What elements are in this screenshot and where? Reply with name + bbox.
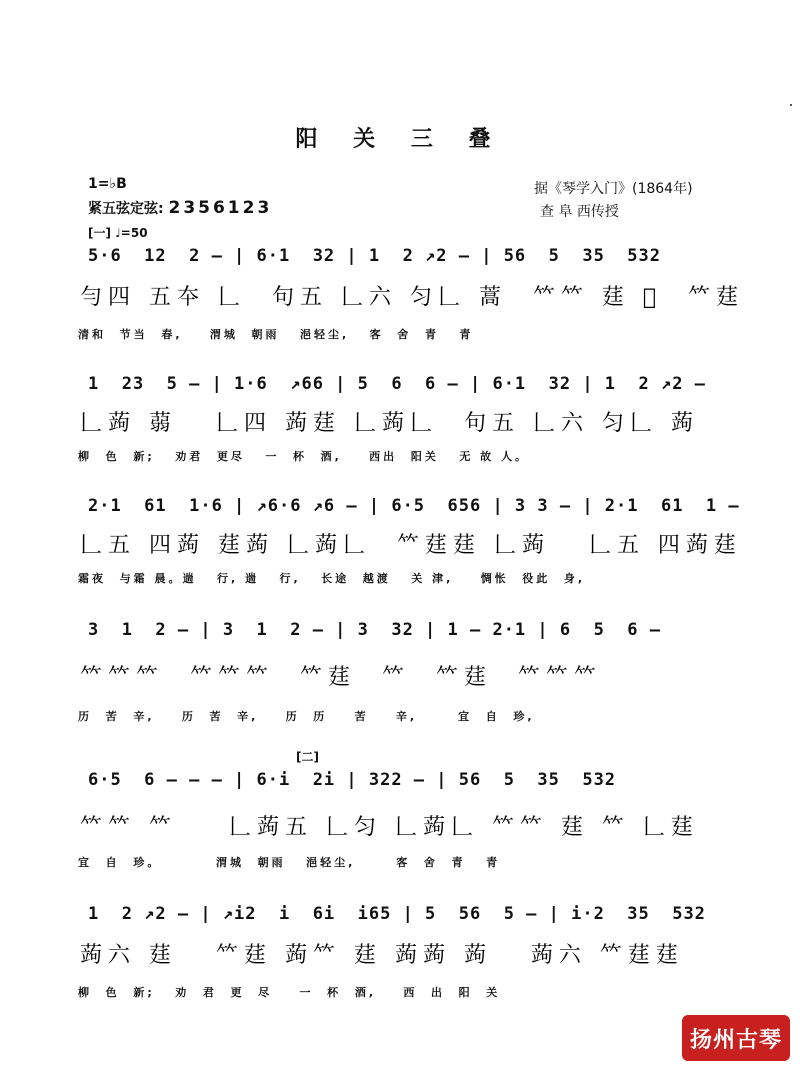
tuning-label: 紧五弦定弦:	[88, 201, 164, 217]
jianzi-tablature: 𥫗𥫗𥫗 𥫗𥫗𥫗 𥫗莛 𥫗 𥫗莛 𥫗𥫗𥫗	[80, 665, 602, 690]
jianpu-notes: 1 2 ↗2 — | ↗i2 i 6i i65 | 5 56 5 — | i·2 35 532	[88, 904, 706, 924]
jianpu-notes: 3 1 2 — | 3 1 2 — | 3 32 | 1 — 2·1 | 6 5 6 —	[88, 620, 661, 640]
lyrics: 宜 自 珍。 渭城 朝雨 浥轻尘, 客 舍 青 青	[78, 856, 501, 869]
jianpu-notes: 5·6 12 2 — | 6·1 32 | 1 2 ↗2 — | 56 5 35 532	[88, 246, 661, 266]
transcriber-note: 查 阜 西传授	[540, 204, 619, 220]
section-1-label: [一] ♩=50	[88, 226, 148, 240]
source-note: 据《琴学入门》(1864年)	[534, 181, 693, 197]
lyrics: 柳 色 新; 劝 君 更 尽 一 杯 酒, 西 出 阳 关	[78, 986, 501, 999]
scan-mark	[790, 104, 792, 106]
jianzi-tablature: 𠃊蒟 蒻 𠃊四 蒟莛 𠃊蒟𠃊 句五 𠃊六 匀𠃊 蒟	[80, 411, 699, 436]
section-2-label: [二]	[296, 750, 319, 764]
tuning-notes: 2356123	[168, 198, 273, 218]
lyrics: 霜夜 与霜 晨。遄 行, 遄 行, 长途 越渡 关 津, 惆怅 役此 身,	[78, 572, 586, 585]
tuning-line	[88, 198, 272, 218]
page-title: 阳 关 三 叠	[295, 127, 505, 152]
jianzi-tablature: 𠃊五 四蒟 莛蒟 𠃊蒟𠃊 𥫗莛莛 𠃊蒟 𠃊五 四蒟莛	[80, 533, 742, 558]
watermark-logo: 扬州古琴	[682, 1015, 790, 1061]
jianpu-notes: 1 23 5 — | 1·6 ↗66 | 5 6 6 — | 6·1 32 | 1 2 ↗2 —	[88, 374, 706, 394]
key-signature: 1=♭B	[88, 176, 127, 192]
jianzi-tablature: 𥫗𥫗 𥫗 𠃊蒟五 𠃊匀 𠃊蒟𠃊 𥫗𥫗 莛 𥫗 𠃊莛	[80, 815, 699, 840]
jianpu-notes: 6·5 6 — — — | 6·i 2i | 322 — | 56 5 35 532	[88, 770, 617, 790]
lyrics: 历 苦 辛, 历 苦 辛, 历 历 苦 辛, 宜 自 珍,	[78, 710, 535, 723]
jianzi-tablature: 勻四 五夲 𠃊 句五 𠃊六 匀𠃊 蒿 𥫗𥫗 莛 𠛌 𥫗莛	[80, 285, 745, 310]
lyrics: 柳 色 新; 劝君 更尽 一 杯 酒, 西出 阳关 无 故 人。	[78, 450, 529, 463]
jianzi-tablature: 蒟六 莛 𥫗莛 蒟𥫗 莛 蒟蒟 蒟 蒟六 𥫗莛莛	[80, 943, 684, 968]
jianpu-notes: 2·1 61 1·6 | ↗6·6 ↗6 — | 6·5 656 | 3 3 — | 2·1 61 1 —	[88, 496, 740, 516]
lyrics: 清和 节当 春, 渭城 朝雨 浥轻尘, 客 舍 青 青	[78, 328, 474, 341]
